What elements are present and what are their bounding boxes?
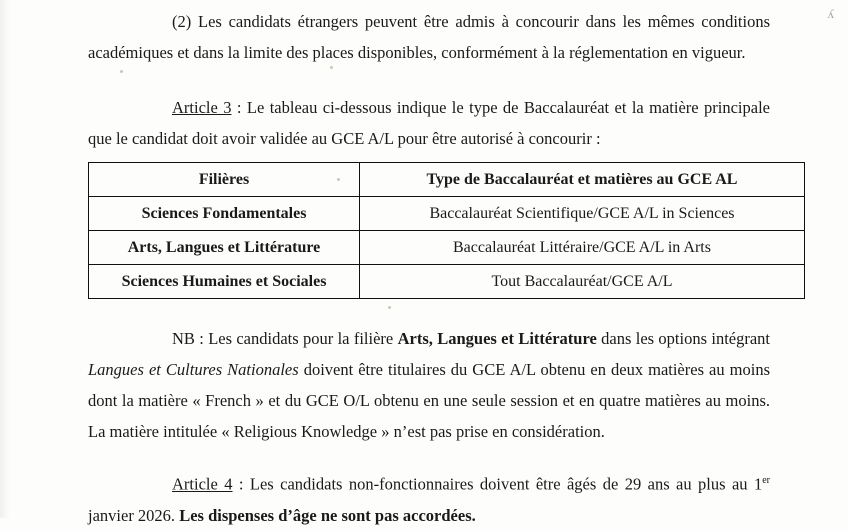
table-cell-type: Baccalauréat Littéraire/GCE A/L in Arts — [360, 231, 805, 265]
table-row — [89, 265, 805, 299]
nb-prefix: NB : Les candidats pour la filière — [172, 329, 398, 348]
table-cell-filiere: Arts, Langues et Littérature — [89, 231, 360, 265]
spacer — [88, 68, 770, 92]
paragraph-nb — [88, 323, 770, 447]
margin-glyph: ʎ — [827, 6, 834, 21]
article-4-label: Article 4 — [172, 474, 233, 494]
nb-bold-filiere: Arts, Langues et Littérature — [397, 329, 597, 348]
nb-mid-2: doivent être titulaires du GCE A/L obtenu en deux matières au moins dont la matière « French » et du GCE O/L obtenu en une seule session et en quatre matières au moins. La matière intitulée « Religious Knowledge » n’est pas prise en considération. — [88, 360, 770, 441]
article-4-text-1: Les candidats non-fonctionnaires doivent être âgés de 29 ans au plus au 1 — [249, 474, 763, 494]
scan-speck — [388, 306, 391, 309]
article-4-bold: Les dispenses d’âge ne sont pas accordées. — [179, 505, 476, 525]
spacer — [88, 447, 770, 465]
table-cell-type: Baccalauréat Scientifique/GCE A/L in Sciences — [360, 197, 805, 231]
table-cell-filiere: Sciences Fondamentales — [89, 197, 360, 231]
paragraph-clause-2 — [88, 6, 770, 68]
table-header-type: Type de Baccalauréat et matières au GCE AL — [360, 163, 805, 197]
article-3-text: Le tableau ci-dessous indique le type de Baccalauréat et la matière principale que le candidat doit avoir validée au GCE A/L pour être autorisé à concourir : — [88, 98, 770, 148]
table-header-row — [89, 163, 805, 197]
article-3-colon: : — [231, 98, 247, 117]
article-3-label: Article 3 — [172, 98, 232, 117]
paragraph-article-3 — [88, 92, 770, 154]
nb-italic-langues: Langues et Cultures Nationales — [88, 360, 299, 379]
scan-speck — [120, 70, 123, 73]
scan-speck — [330, 66, 333, 69]
table-row — [89, 197, 805, 231]
article-4-text-2: janvier 2026. — [88, 505, 180, 525]
article-4-colon: : — [232, 474, 250, 494]
baccalaureat-table — [88, 162, 805, 299]
clause-2-text: (2) Les candidats étrangers peuvent être admis à concourir dans les mêmes conditions académiques et dans la limite des places disponibles, conformément à la réglementation en vigueur. — [88, 12, 770, 62]
spacer — [88, 299, 770, 323]
article-4-ordinal: er — [762, 475, 770, 486]
table-cell-type: Tout Baccalauréat/GCE A/L — [360, 265, 805, 299]
table-header-filieres: Filières — [89, 163, 360, 197]
table-row — [89, 231, 805, 265]
paragraph-article-4 — [88, 465, 770, 531]
scan-speck — [337, 178, 340, 181]
nb-mid-1: dans les options intégrant — [596, 329, 771, 348]
table-cell-filiere: Sciences Humaines et Sociales — [89, 265, 360, 299]
